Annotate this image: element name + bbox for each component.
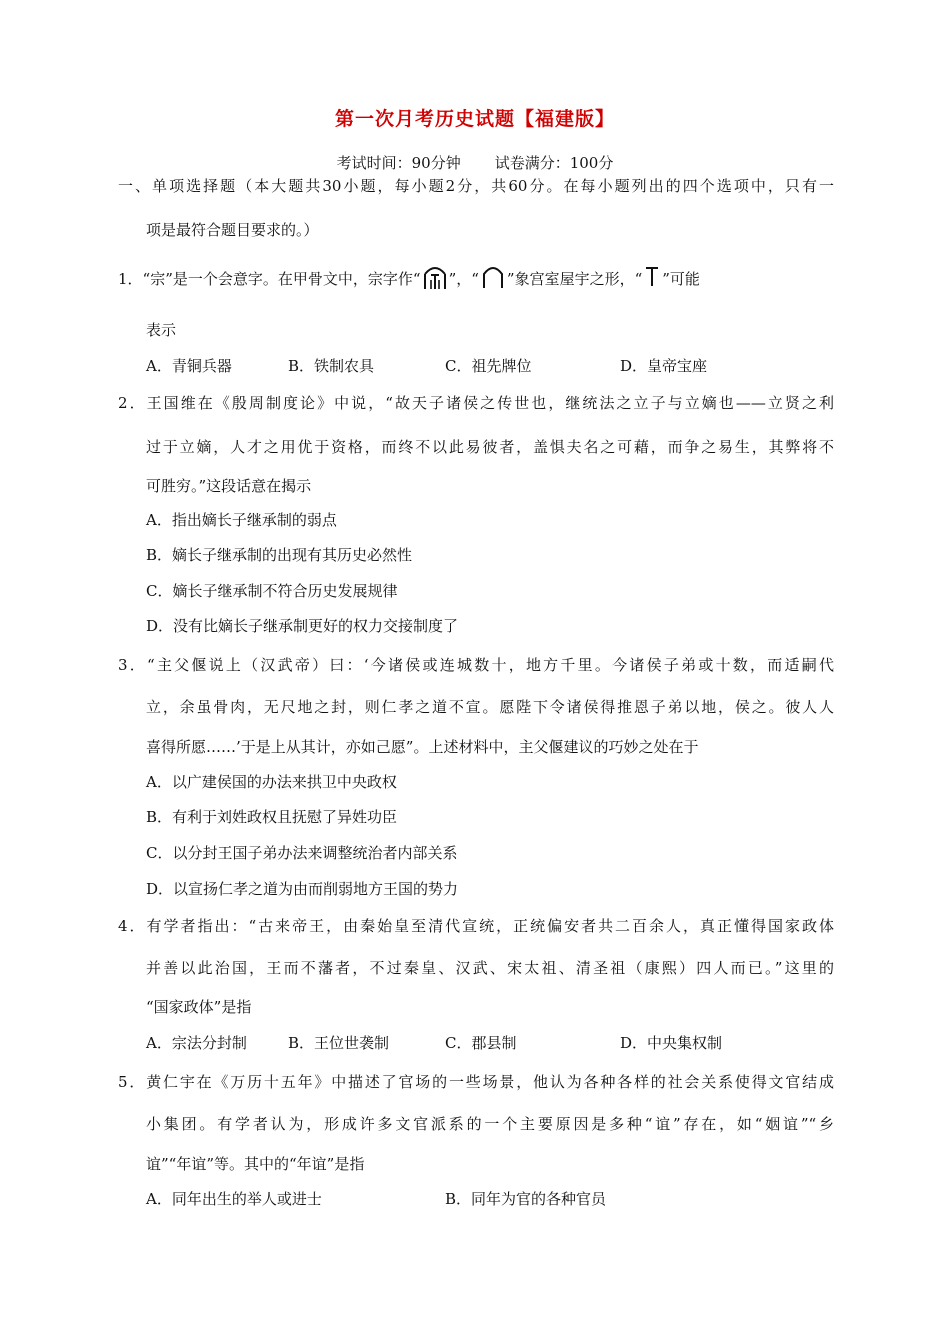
question-number: 4． (118, 917, 147, 935)
question-5-cont: 谊”“年谊”等。其中的“年谊”是指 (146, 1155, 365, 1173)
question-3-cont: 喜得所愿……’于是上从其计，亦如己愿”。上述材料中，主父偃建议的巧妙之处在于 (146, 738, 699, 756)
question-2-cont: 过于立嫡，人才之用优于资格，而终不以此易彼者，盖惧夫名之可藉，而争之易生，其弊将不 (146, 438, 834, 456)
q4-option-d[interactable]: D．中央集权制 (620, 1034, 723, 1052)
q4-option-b[interactable]: B．王位世袭制 (288, 1034, 390, 1052)
question-2-cont: 可胜穷。”这段话意在揭示 (146, 477, 312, 495)
q2-option-a[interactable]: A．指出嫡长子继承制的弱点 (146, 511, 337, 529)
q2-option-b[interactable]: B．嫡长子继承制的出现有其历史必然性 (146, 546, 413, 564)
q5-option-b[interactable]: B．同年为官的各种官员 (445, 1190, 607, 1208)
q1-option-d[interactable]: D．皇帝宝座 (620, 357, 708, 375)
q2-option-c[interactable]: C．嫡长子继承制不符合历史发展规律 (146, 582, 398, 600)
question-number: 3． (118, 656, 148, 674)
q5-option-a[interactable]: A．同年出生的举人或进士 (146, 1190, 322, 1208)
section-heading-cont: 项是最符合题目要求的。） (146, 221, 319, 239)
q3-option-b[interactable]: B．有利于刘姓政权且抚慰了异姓功臣 (146, 808, 398, 826)
q2-option-d[interactable]: D．没有比嫡长子继承制更好的权力交接制度了 (146, 617, 459, 635)
question-1-stem: 1．“宗”是一个会意字。在甲骨文中，宗字作“ ”，“ ”象宫室屋宇之形，“ ”可能 (118, 262, 834, 296)
question-4-stem: 4．有学者指出：“古来帝王，由秦始皇至清代宣统，正统偏安者共二百余人，真正懂得国家政体 (118, 917, 834, 935)
question-5-cont: 小集团。有学者认为，形成许多文官派系的一个主要原因是多种“谊”存在，如“姻谊”“乡 (146, 1115, 834, 1133)
q1-option-b[interactable]: B．铁制农具 (288, 357, 375, 375)
exam-score: 试卷满分：100分 (494, 154, 614, 172)
question-number: 2． (118, 394, 147, 412)
q3-option-d[interactable]: D．以宣扬仁孝之道为由而削弱地方王国的势力 (146, 880, 459, 898)
oracle-shi-icon (643, 262, 661, 296)
q3-option-c[interactable]: C．以分封王国子弟办法来调整统治者内部关系 (146, 844, 458, 862)
question-4-cont: 并善以此治国，王而不藩者，不过秦皇、汉武、宋太祖、清圣祖（康熙）四人而已。”这里的 (146, 959, 834, 977)
oracle-roof-icon (480, 262, 506, 296)
question-1-cont: 表示 (146, 321, 177, 339)
question-number: 1． (118, 270, 143, 288)
question-number: 5． (118, 1073, 147, 1091)
question-4-cont: “国家政体”是指 (146, 998, 252, 1016)
page-title: 第一次月考历史试题【福建版】 (334, 108, 615, 130)
section-heading: 一、单项选择题（本大题共30小题，每小题2分，共60分。在每小题列出的四个选项中，只有一 (118, 177, 834, 195)
question-3-cont: 立，余虽骨肉，无尺地之封，则仁孝之道不宣。愿陛下令诸侯得推恩子弟以地，侯之。彼人人 (146, 698, 834, 716)
q4-option-a[interactable]: A．宗法分封制 (146, 1034, 247, 1052)
exam-info (0, 152, 950, 173)
q4-option-c[interactable]: C．郡县制 (445, 1034, 517, 1052)
q3-option-a[interactable]: A．以广建侯国的办法来拱卫中央政权 (146, 773, 397, 791)
question-3-stem: 3．“主父偃说上（汉武帝）曰：‘今诸侯或连城数十，地方千里。今诸侯子弟或十数，而适嗣代 (118, 656, 834, 674)
question-5-stem: 5．黄仁宇在《万历十五年》中描述了官场的一些场景，他认为各种各样的社会关系使得文官结成 (118, 1073, 834, 1091)
question-2-stem: 2．王国维在《殷周制度论》中说，“故天子诸侯之传世也，继统法之立子与立嫡也——立贤之利 (118, 394, 834, 412)
oracle-zong-icon (422, 262, 448, 296)
q1-option-a[interactable]: A．青铜兵器 (146, 357, 232, 375)
exam-time: 考试时间：90分钟 (336, 154, 461, 172)
q1-option-c[interactable]: C．祖先牌位 (445, 357, 532, 375)
